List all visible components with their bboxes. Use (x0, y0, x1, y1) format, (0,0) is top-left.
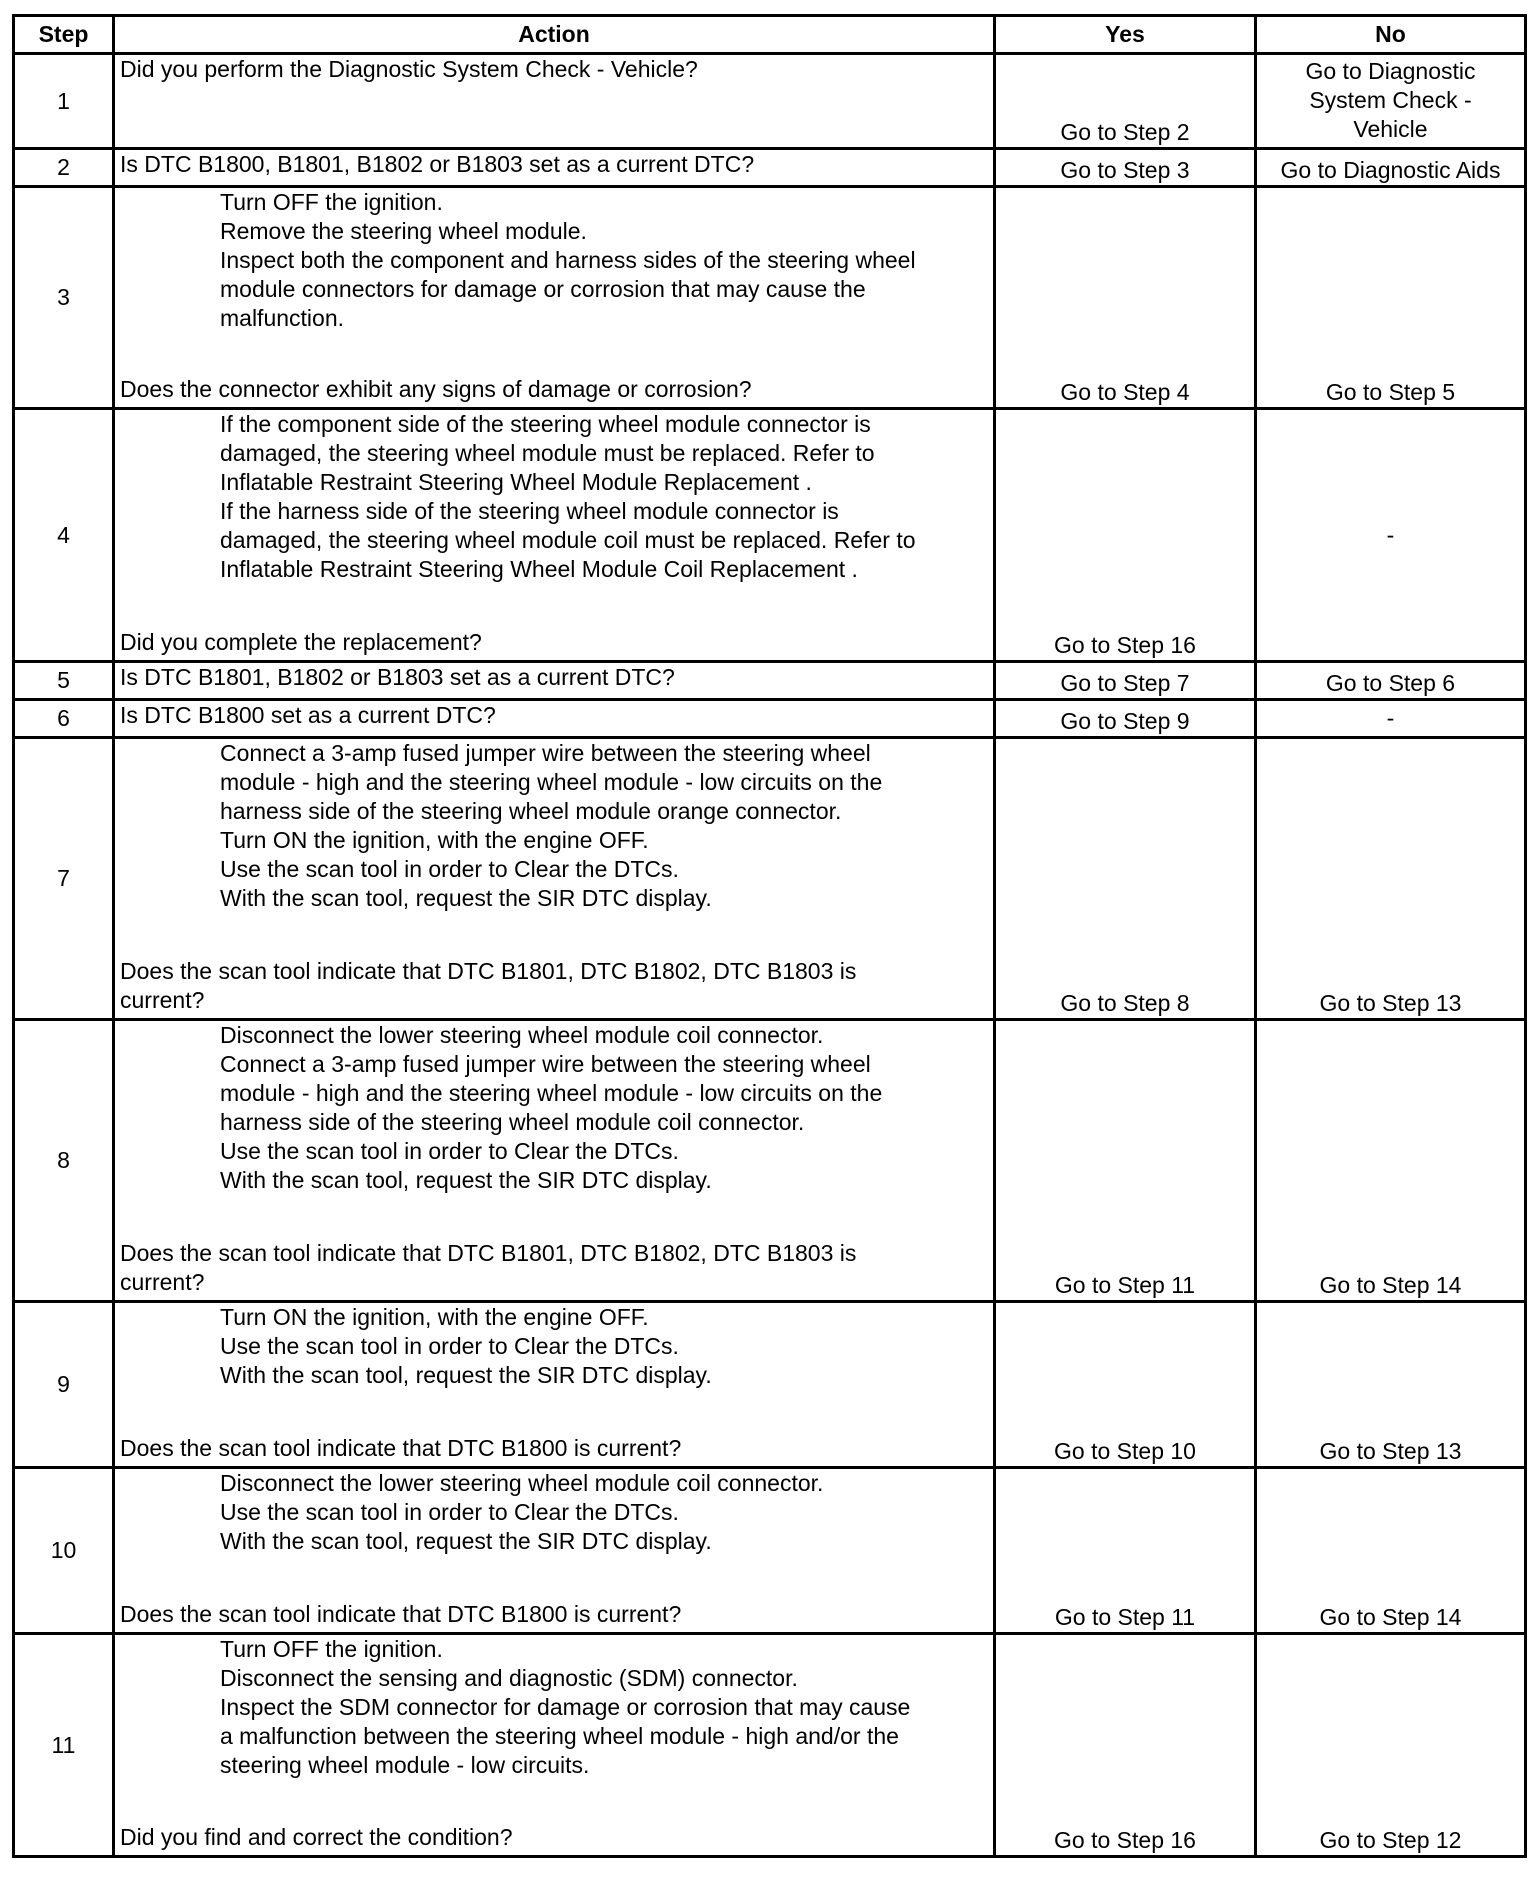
instruction-list (120, 1635, 988, 1780)
no-line: Vehicle (1353, 116, 1428, 142)
header-yes: Yes (995, 16, 1256, 54)
instruction-line: Remove the steering wheel module. (220, 218, 587, 244)
instruction-line: Connect a 3-amp fused jumper wire between the steering wheel (220, 1051, 871, 1077)
instruction-line: damaged, the steering wheel module coil must be replaced. Refer to (220, 527, 916, 553)
action-cell (114, 187, 995, 409)
step-number: 2 (14, 149, 114, 187)
instruction-list (120, 739, 988, 913)
question-text: Does the connector exhibit any signs of damage or corrosion? (120, 376, 752, 402)
yes-cell: Go to Step 4 (995, 187, 1256, 409)
instruction-list (120, 188, 988, 333)
table-row (14, 187, 1526, 409)
question-text: Did you find and correct the condition? (120, 1824, 513, 1850)
table-row (14, 1302, 1526, 1468)
step-number: 10 (14, 1468, 114, 1634)
no-cell: Go to Step 12 (1256, 1634, 1526, 1857)
instruction-line: harness side of the steering wheel module coil connector. (220, 1109, 805, 1135)
instruction-line: module - high and the steering wheel module - low circuits on the (220, 769, 883, 795)
action-cell (114, 409, 995, 662)
table-row (14, 54, 1526, 149)
diagnostic-page (12, 14, 1524, 1858)
yes-cell: Go to Step 3 (995, 149, 1256, 187)
instruction-line: malfunction. (220, 305, 345, 331)
instruction-line: Use the scan tool in order to Clear the DTCs. (220, 1138, 679, 1164)
no-cell: Go to Step 6 (1256, 662, 1526, 700)
action-cell (114, 738, 995, 1020)
yes-cell: Go to Step 11 (995, 1020, 1256, 1302)
instruction-line: steering wheel module - low circuits. (220, 1752, 590, 1778)
no-line: Go to Diagnostic (1305, 58, 1476, 84)
table-row (14, 662, 1526, 700)
instruction-line: With the scan tool, request the SIR DTC display. (220, 885, 712, 911)
instruction-line: Inflatable Restraint Steering Wheel Module Coil Replacement . (220, 556, 858, 582)
no-cell: Go to Diagnostic Aids (1256, 149, 1526, 187)
step-number: 4 (14, 409, 114, 662)
action-cell (114, 700, 995, 738)
yes-cell: Go to Step 7 (995, 662, 1256, 700)
instruction-line: With the scan tool, request the SIR DTC display. (220, 1362, 712, 1388)
table-row (14, 409, 1526, 662)
step-number: 3 (14, 187, 114, 409)
instruction-line: Use the scan tool in order to Clear the DTCs. (220, 856, 679, 882)
yes-cell: Go to Step 16 (995, 409, 1256, 662)
yes-cell: Go to Step 9 (995, 700, 1256, 738)
no-cell: Go to Step 13 (1256, 1302, 1526, 1468)
header-step: Step (14, 16, 114, 54)
question-text: Is DTC B1801, B1802 or B1803 set as a current DTC? (120, 664, 675, 690)
question-text: Is DTC B1800 set as a current DTC? (120, 702, 496, 728)
header-action: Action (114, 16, 995, 54)
instruction-line: If the component side of the steering wheel module connector is (220, 411, 871, 437)
instruction-line: If the harness side of the steering wheel module connector is (220, 498, 839, 524)
action-cell (114, 149, 995, 187)
no-cell: Go to Step 5 (1256, 187, 1526, 409)
table-row (14, 149, 1526, 187)
question-block (120, 957, 988, 1015)
instruction-line: With the scan tool, request the SIR DTC display. (220, 1167, 712, 1193)
action-cell (114, 1634, 995, 1857)
instruction-line: Inspect the SDM connector for damage or corrosion that may cause (220, 1694, 911, 1720)
instruction-line: Connect a 3-amp fused jumper wire between the steering wheel (220, 740, 871, 766)
no-cell: - (1256, 700, 1526, 738)
no-line: System Check - (1309, 87, 1472, 113)
instruction-list (120, 410, 988, 584)
action-cell (114, 1468, 995, 1634)
instruction-line: Turn OFF the ignition. (220, 1636, 443, 1662)
no-cell: - (1256, 409, 1526, 662)
no-cell: Go to Step 14 (1256, 1020, 1526, 1302)
instruction-line: Disconnect the sensing and diagnostic (SDM) connector. (220, 1665, 798, 1691)
action-cell (114, 54, 995, 149)
instruction-line: Use the scan tool in order to Clear the DTCs. (220, 1499, 679, 1525)
diagnostic-table (12, 14, 1527, 1858)
step-number: 7 (14, 738, 114, 1020)
yes-cell: Go to Step 10 (995, 1302, 1256, 1468)
instruction-list (120, 1303, 988, 1390)
question-line: Does the scan tool indicate that DTC B1801, DTC B1802, DTC B1803 is (120, 1240, 857, 1266)
instruction-line: Turn OFF the ignition. (220, 189, 443, 215)
instruction-list (120, 1469, 988, 1556)
question-line: current? (120, 1269, 205, 1295)
step-number: 11 (14, 1634, 114, 1857)
instruction-line: a malfunction between the steering wheel module - high and/or the (220, 1723, 899, 1749)
instruction-list (120, 1021, 988, 1195)
table-row (14, 738, 1526, 1020)
header-no: No (1256, 16, 1526, 54)
table-row (14, 1020, 1526, 1302)
step-number: 9 (14, 1302, 114, 1468)
table-row (14, 1634, 1526, 1857)
question-line: current? (120, 987, 205, 1013)
instruction-line: Turn ON the ignition, with the engine OFF. (220, 827, 649, 853)
instruction-line: Inflatable Restraint Steering Wheel Module Replacement . (220, 469, 812, 495)
instruction-line: With the scan tool, request the SIR DTC display. (220, 1528, 712, 1554)
instruction-line: Inspect both the component and harness sides of the steering wheel (220, 247, 916, 273)
instruction-line: harness side of the steering wheel module orange connector. (220, 798, 842, 824)
instruction-line: Use the scan tool in order to Clear the DTCs. (220, 1333, 679, 1359)
question-text: Did you complete the replacement? (120, 629, 482, 655)
step-number: 5 (14, 662, 114, 700)
step-number: 1 (14, 54, 114, 149)
no-cell (1256, 54, 1526, 149)
instruction-line: damaged, the steering wheel module must be replaced. Refer to (220, 440, 875, 466)
table-row (14, 1468, 1526, 1634)
step-number: 8 (14, 1020, 114, 1302)
instruction-line: module - high and the steering wheel module - low circuits on the (220, 1080, 883, 1106)
yes-cell: Go to Step 16 (995, 1634, 1256, 1857)
question-text: Did you perform the Diagnostic System Check - Vehicle? (120, 56, 698, 82)
action-cell (114, 1020, 995, 1302)
instruction-line: module connectors for damage or corrosion that may cause the (220, 276, 866, 302)
step-number: 6 (14, 700, 114, 738)
instruction-line: Turn ON the ignition, with the engine OFF. (220, 1304, 649, 1330)
header-row (14, 16, 1526, 54)
action-cell (114, 662, 995, 700)
instruction-line: Disconnect the lower steering wheel module coil connector. (220, 1022, 824, 1048)
no-cell: Go to Step 13 (1256, 738, 1526, 1020)
no-cell: Go to Step 14 (1256, 1468, 1526, 1634)
question-text: Does the scan tool indicate that DTC B1800 is current? (120, 1601, 682, 1627)
question-block (120, 1239, 988, 1297)
question-line: Does the scan tool indicate that DTC B1801, DTC B1802, DTC B1803 is (120, 958, 857, 984)
yes-cell: Go to Step 8 (995, 738, 1256, 1020)
question-text: Is DTC B1800, B1801, B1802 or B1803 set as a current DTC? (120, 151, 755, 177)
yes-cell: Go to Step 2 (995, 54, 1256, 149)
question-text: Does the scan tool indicate that DTC B1800 is current? (120, 1435, 682, 1461)
table-row (14, 700, 1526, 738)
action-cell (114, 1302, 995, 1468)
yes-cell: Go to Step 11 (995, 1468, 1256, 1634)
instruction-line: Disconnect the lower steering wheel module coil connector. (220, 1470, 824, 1496)
